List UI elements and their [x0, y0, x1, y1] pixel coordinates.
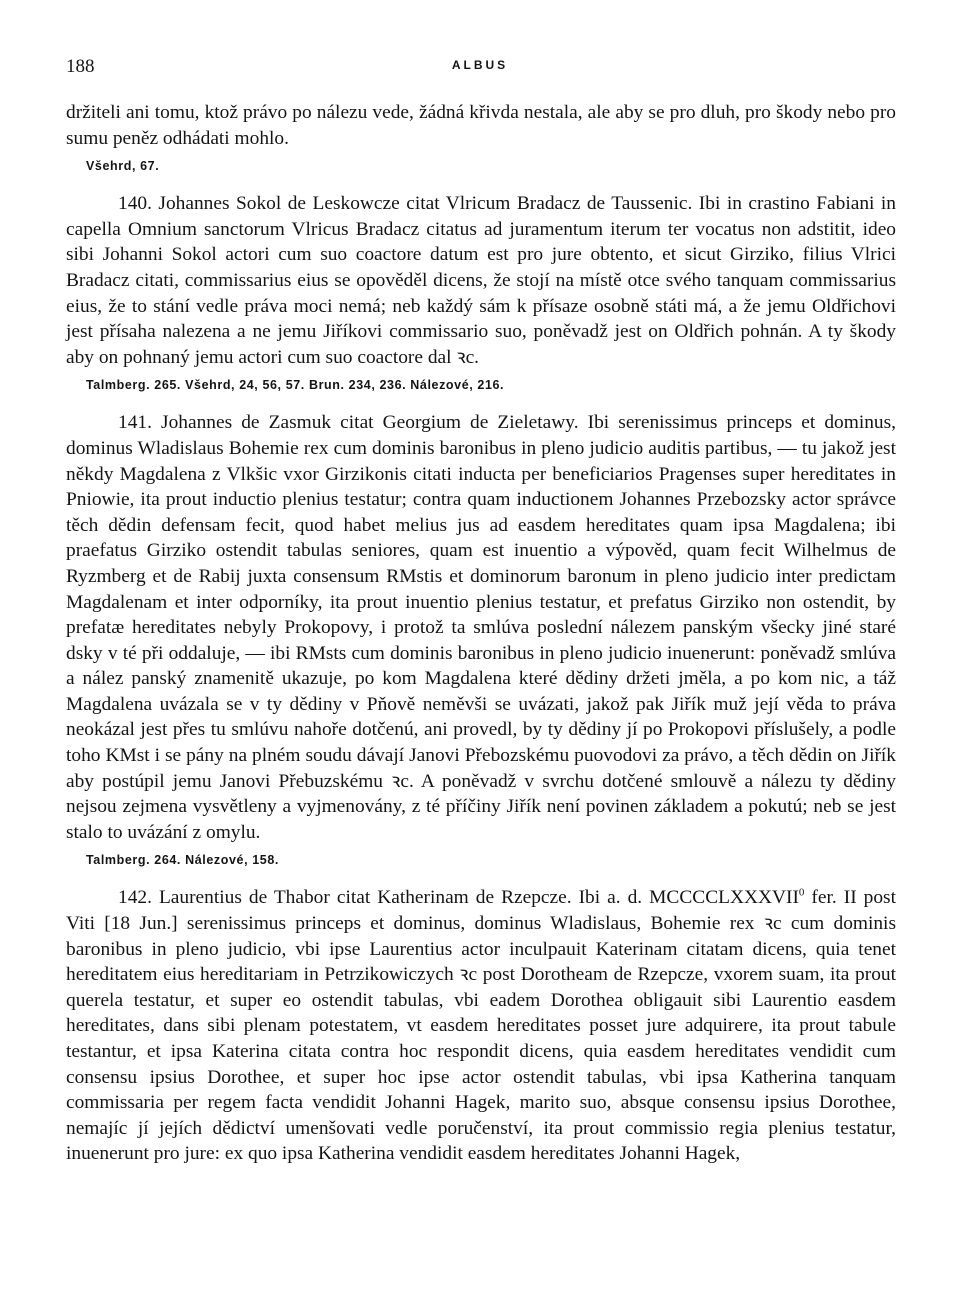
entry-141: 141. Johannes de Zasmuk citat Georgium de Zieletawy. Ibi serenissimus princeps et dominus, dominus Wladislaus Bohemie rex cum dominis baronibus in pleno judicio auditis partibus, — tu jakož jest někdy Magdalena z Vlkšic vxor Girzikonis citati inducta per beneficiarios Pragenses super hereditates in Pniowie, ita prout inductio plenius testatur; contra quam inductionem Johannes Przebozsky actor správce těch dědin defensam fecit, quod habet melius jus ad easdem hereditates quam ipsa Magdalena; ibi praefatus Girziko ostendit tabulas seniores, quam est inuentio a výpověd, quam fecit Wilhelmus de Ryzmberg et de Rabij juxta consensum RMstis et dominorum baronum in pleno judicio inter predictam Magdalenam et inter odporníky, ita prout inuentio plenius testatur, et prefatus Girziko non ostendit, by prefatæ hereditates nebyly Prokopovy, i protož ta smlúva poslední nálezem panským všecky jiné staré dsky v té při oddaluje, — ibi RMsts cum dominis baronibus in pleno judicio inuenerunt: poněvadž smlúva a nález panský znamenitě ukazuje, po kom Magdalena které dědiny držeti jměla, a po kom nic, a táž Magdalena uvázala se v ty dědiny v Pňově neměvši se uvázati, jakož pak Jiřík muž její věda to práva neokázal jest přes tu smlúvu nahoře dotčenú, ani provedl, by ty dědiny jí po Prokopovi příslušely, a podle toho KMst i se pány na plném soudu dávají Janovi Přebozskému puovodovi za právo, a těch dědin on Jiřík aby postúpil jemu Janovi Přebuzskému ꝛc. A poněvadž v svrchu dotčené smlouvě a nálezu ty dědiny nejsou zejmena vysvětleny a vyjmenovány, z té příčiny Jiřík není povinen základem a pokutú; neb se jest stalo to uvázání z omylu.: [66, 412, 896, 843]
intro-paragraph: držiteli ani tomu, ktož právo po nálezu vede, žádná křivda nestala, ale aby se pro dluh, pro škody nebo pro sumu peněz odhádati mohlo.: [66, 102, 896, 149]
running-title: ALBUS: [451, 58, 509, 72]
body-text: [66, 100, 896, 1167]
superscript: 0: [798, 886, 805, 899]
entry-142-text-start: 142. Laurentius de Thabor citat Katherinam de Rzepcze. Ibi a. d. MCCCCLXXXVII: [118, 887, 799, 909]
citation: Talmberg. 265. Všehrd, 24, 56, 57. Brun. 234, 236. Nálezové, 216.: [86, 378, 505, 393]
entry-140: 140. Johannes Sokol de Leskowcze citat Vlricum Bradacz de Taussenic. Ibi in crastino Fabiani in capella Omnium sanctorum Vlricus Bradacz citatus ad juramentum iterum ter vocatus non adstitit, ideo sibi Johanni Sokol actori cum suo coactore datum est pro jure obtento, et sicut Girziko, filius Vlrici Bradacz citati, commissarius eius se opověděl dicens, že stojí na místě otce svého tanquam commissarius eius, že to stání vedle práva moci nemá; neb každý sám k přísaze osobně státi má, a že jemu Oldřichovi jest přísaha nalezena a ne jemu Jiříkovi commissario suo, poněvadž jest on Oldřich pohnán. A ty škody aby on pohnaný jemu actori cum suo coactore dal ꝛc.: [66, 193, 896, 368]
entry-142-text-end: fer. II post Viti [18 Jun.] serenissimus princeps et dominus, dominus Wladislaus, Bohemie rex ꝛc cum dominis baronibus in pleno judicio, vbi ipse Laurentius actor inculpauit Katerinam citatam dicens, quia tenet hereditatem eius hereditariam in Petrzikowiczych ꝛc post Dorotheam de Rzepcze, vxorem suam, ita prout querela testatur, et super eo ostendit tabulas, vbi eadem Dorothea obligauit sibi Laurentio easdem hereditates, dans sibi plenam potestatem, vt easdem hereditates posset jure adquirere, ita prout tabule testantur, et ipsa Katerina citata contra hoc respondit dicens, quia easdem hereditates vendidit cum consensu ipsius Dorothee, et super hoc ipse actor ostendit tabulas, vbi ipsa Katherina tanquam commissaria per regem facta vendidit Johanni Hagek, marito suo, absque consensu ipsius Dorothee, nemajíc jí jejích dědictví umenšovati vedle poručenství, ita prout commissio regia plenius testatur, inuenerunt pro jure: ex quo ipsa Katherina vendidit easdem hereditates Johanni Hagek,: [66, 887, 896, 1165]
entry-142: [66, 885, 896, 1167]
page-header: [66, 56, 894, 80]
page-number: 188: [66, 56, 95, 77]
citation: Talmberg. 264. Nálezové, 158.: [86, 853, 279, 868]
citation: Všehrd, 67.: [86, 159, 160, 174]
